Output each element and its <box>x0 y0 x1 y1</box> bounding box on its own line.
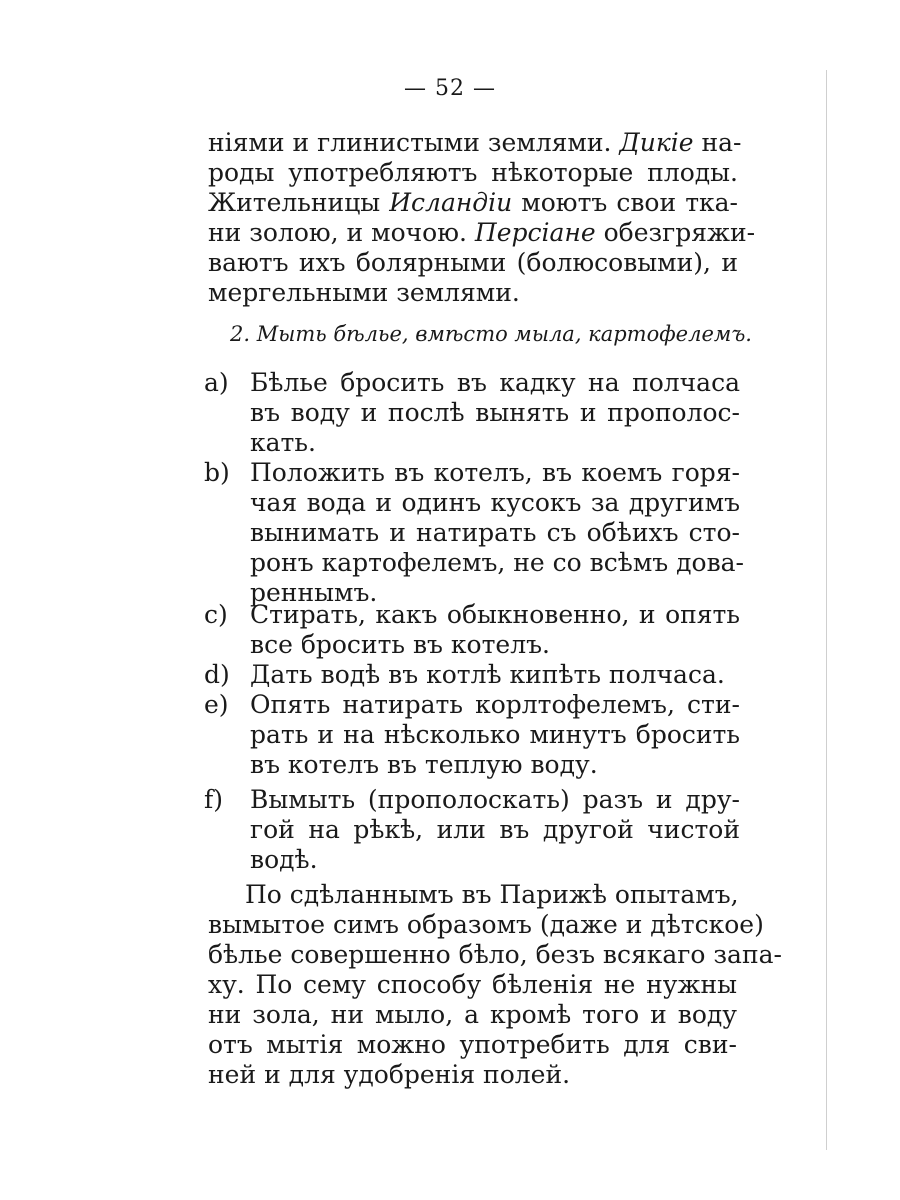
text-line: ваютъ ихъ болярными (болюсовыми), и <box>208 248 738 277</box>
list-marker: a) <box>204 368 229 397</box>
page-number: — 52 — <box>404 76 496 101</box>
list-line: водѣ. <box>250 845 318 874</box>
text-line: Жительницы Исландіи моютъ свои тка- <box>208 188 738 217</box>
list-marker: d) <box>204 660 230 689</box>
list-marker: c) <box>204 600 228 629</box>
text-line: ху. По сему способу бѣленія не нужны <box>208 970 737 999</box>
list-line: въ котелъ въ теплую воду. <box>250 750 598 779</box>
list-line: ронъ картофелемъ, не со всѣмъ дова- <box>250 548 744 577</box>
text-line: бѣлье совершенно бѣло, безъ всякаго запа- <box>208 940 782 969</box>
list-line: рать и на нѣсколько минутъ бросить <box>250 720 740 749</box>
list-marker: f) <box>204 785 224 814</box>
list-line: Опять натирать корлтофелемъ, сти- <box>250 690 740 719</box>
text-line: ни золою, и мочою. Персіане обезгряжи- <box>208 218 756 247</box>
list-line: реннымъ. <box>250 578 378 607</box>
list-line: чая вода и одинъ кусокъ за другимъ <box>250 488 740 517</box>
list-line: вынимать и натирать съ обѣихъ сто- <box>250 518 740 547</box>
list-line: Вымыть (прополоскать) разъ и дру- <box>250 785 740 814</box>
list-line: Бѣлье бросить въ кадку на полчаса <box>250 368 740 397</box>
list-line: гой на рѣкѣ, или въ другой чистой <box>250 815 740 844</box>
text-line: мергельными землями. <box>208 278 520 307</box>
text-line: роды употребляютъ нѣкоторые плоды. <box>208 158 738 187</box>
list-line: все бросить въ котелъ. <box>250 630 550 659</box>
list-line: Дать водѣ въ котлѣ кипѣть полчаса. <box>250 660 725 689</box>
text-line: ніями и глинистыми землями. Дикіе на- <box>208 128 742 157</box>
list-marker: b) <box>204 458 230 487</box>
text-line: ни зола, ни мыло, а кромѣ того и воду <box>208 1000 737 1029</box>
section-heading: 2. Мыть бѣлье, вмѣсто мыла, картофелемъ. <box>230 322 752 346</box>
text-line: ней и для удобренія полей. <box>208 1060 571 1089</box>
list-marker: e) <box>204 690 229 719</box>
text-line: По сдѣланнымъ въ Парижѣ опытамъ, <box>245 880 739 909</box>
list-line: Стирать, какъ обыкновенно, и опять <box>250 600 740 629</box>
text-line: отъ мытія можно употребить для сви- <box>208 1030 737 1059</box>
page-edge <box>826 70 827 1150</box>
list-line: кать. <box>250 428 316 457</box>
text-line: вымытое симъ образомъ (даже и дѣтское) <box>208 910 764 939</box>
list-line: въ воду и послѣ вынять и прополос- <box>250 398 740 427</box>
list-line: Положить въ котелъ, въ коемъ горя- <box>250 458 740 487</box>
